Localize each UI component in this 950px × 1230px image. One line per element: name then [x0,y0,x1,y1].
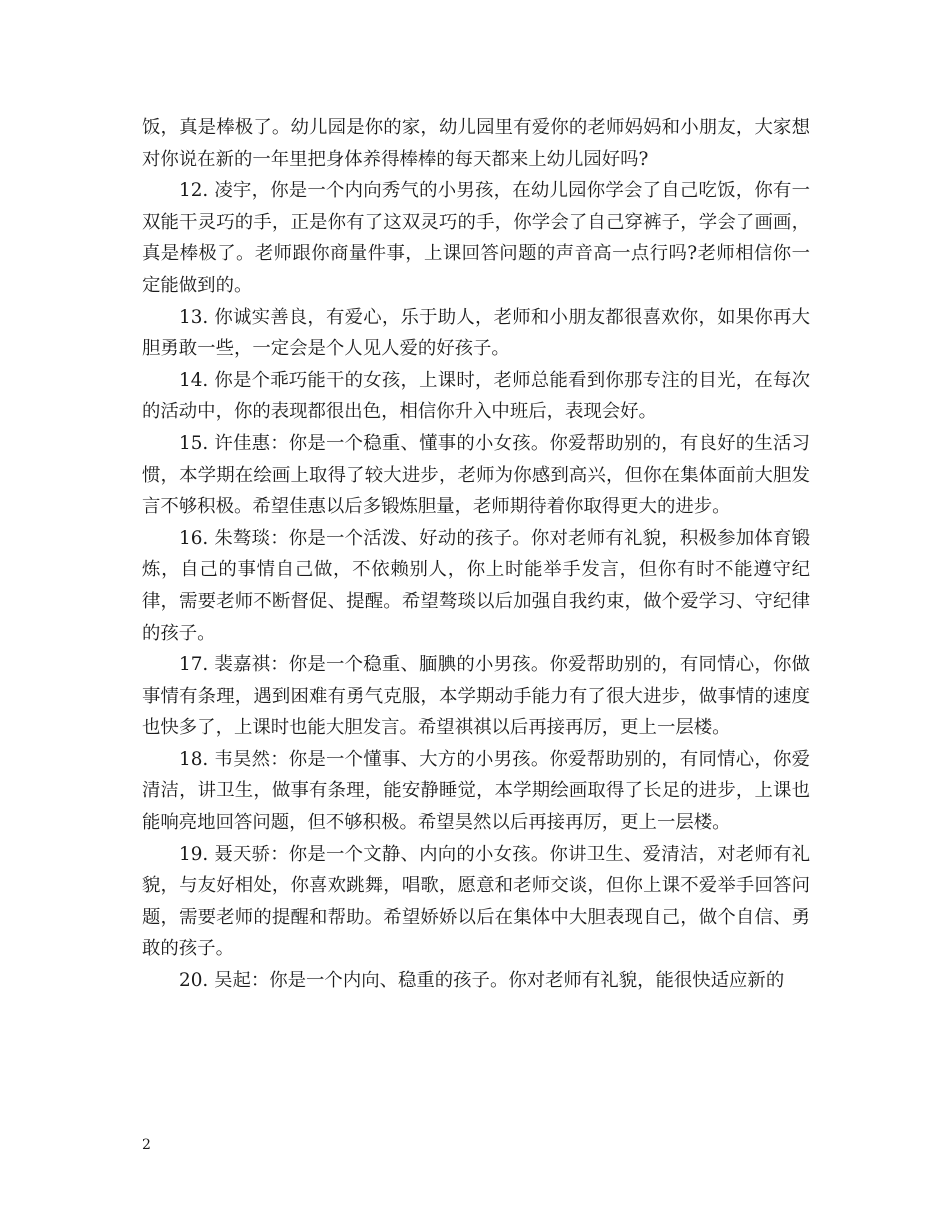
paragraph: 19. 聂天骄：你是一个文静、内向的小女孩。你讲卫生、爱清洁，对老师有礼貌，与友好相处，你喜欢跳舞，唱歌，愿意和老师交谈，但你上课不爱举手回答问题，需要老师的提醒和帮助。希望娇娇以后在集体中大胆表现自己，做个自信、勇敢的孩子。 [142,843,810,960]
paragraph: 14. 你是个乖巧能干的女孩，上课时，老师总能看到你那专注的目光，在每次的活动中，你的表现都很出色，相信你升入中班后，表现会好。 [142,369,810,423]
paragraph: 13. 你诚实善良，有爱心，乐于助人，老师和小朋友都很喜欢你，如果你再大胆勇敢一些，一定会是个人见人爱的好孩子。 [142,306,810,360]
paragraph: 20. 吴起：你是一个内向、稳重的孩子。你对老师有礼貌，能很快适应新的 [179,970,785,992]
paragraph: 16. 朱骜琰：你是一个活泼、好动的孩子。你对老师有礼貌，积极参加体育锻炼，自己的事情自己做，不依赖别人，你上时能举手发言，但你有时不能遵守纪律，需要老师不断督促、提醒。希望骜琰以后加强自我约束，做个爱学习、守纪律的孩子。 [142,527,810,644]
paragraph: 17. 裴嘉祺：你是一个稳重、腼腆的小男孩。你爱帮助别的，有同情心，你做事情有条理，遇到困难有勇气克服，本学期动手能力有了很大进步，做事情的速度也快多了，上课时也能大胆发言。希望祺祺以后再接再厉，更上一层楼。 [142,654,810,739]
document-body [142,112,810,997]
paragraph: 15. 许佳惠：你是一个稳重、懂事的小女孩。你爱帮助别的，有良好的生活习惯，本学期在绘画上取得了较大进步，老师为你感到高兴，但你在集体面前大胆发言不够积极。希望佳惠以后多锻炼胆量，老师期待着你取得更大的进步。 [142,432,810,518]
paragraph: 18. 韦昊然：你是一个懂事、大方的小男孩。你爱帮助别的，有同情心，你爱清洁，讲卫生，做事有条理，能安静睡觉，本学期绘画取得了长足的进步，上课也能响亮地回答问题，但不够积极。希望昊然以后再接再厉，更上一层楼。 [142,748,810,834]
paragraph: 饭，真是棒极了。幼儿园是你的家，幼儿园里有爱你的老师妈妈和小朋友，大家想对你说在新的一年里把身体养得棒棒的每天都来上幼儿园好吗? [142,117,810,170]
paragraph: 12. 凌宇，你是一个内向秀气的小男孩，在幼儿园你学会了自己吃饭，你有一双能干灵巧的手，正是你有了这双灵巧的手，你学会了自己穿裤子，学会了画画，真是棒极了。老师跟你商量件事，上课回答问题的声音高一点行吗?老师相信你一定能做到的。 [142,180,810,296]
page-number: 2 [142,1137,151,1153]
